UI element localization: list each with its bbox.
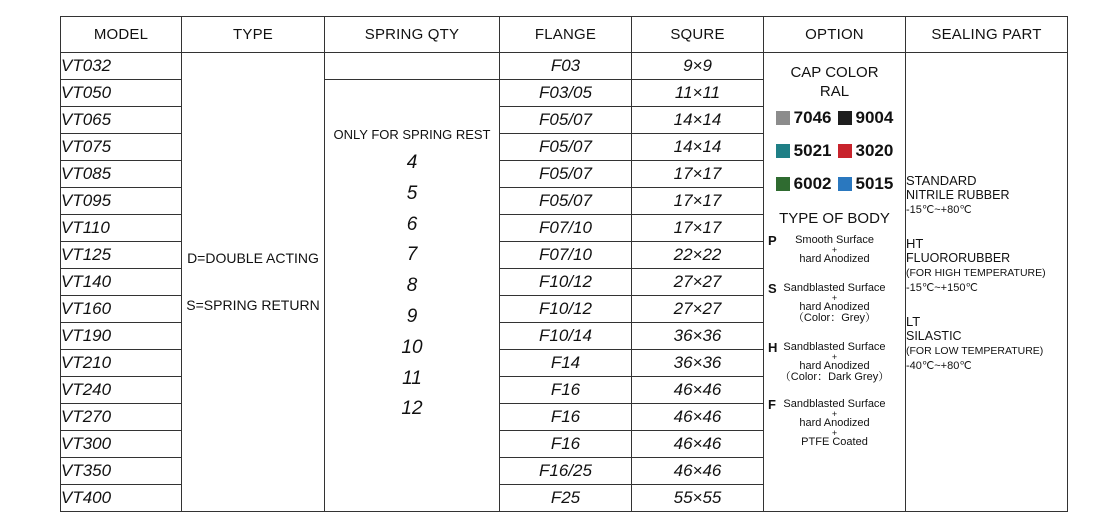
color-code: 9004 [855, 107, 894, 127]
spring-qty-value: 9 [406, 305, 418, 327]
model-cell: VT240 [61, 377, 182, 404]
header-model: MODEL [61, 17, 182, 53]
flange-cell: F10/14 [500, 323, 632, 350]
model-cell: VT190 [61, 323, 182, 350]
square-cell: 17×17 [632, 188, 764, 215]
color-swatch-9004 [838, 111, 852, 125]
flange-cell: F16 [500, 377, 632, 404]
color-row [764, 134, 905, 167]
body-code: P [768, 233, 777, 248]
body-code: H [768, 340, 778, 355]
color-code: 7046 [793, 107, 832, 127]
body-type-s [764, 283, 905, 324]
model-cell: VT050 [61, 80, 182, 107]
seal-note: (FOR HIGH TEMPERATURE) [906, 267, 1046, 279]
square-cell: 27×27 [632, 269, 764, 296]
square-cell: 46×46 [632, 377, 764, 404]
header-flange: FLANGE [500, 17, 632, 53]
square-cell: 17×17 [632, 161, 764, 188]
header-option: OPTION [764, 17, 906, 53]
seal-temperature: -15℃~+80℃ [906, 204, 972, 216]
body-type-f [764, 399, 905, 448]
color-row [764, 101, 905, 134]
header-square: SQURE [632, 17, 764, 53]
seal-code: HT [906, 236, 924, 251]
flange-cell: F05/07 [500, 161, 632, 188]
spring-qty-value: 10 [401, 336, 423, 358]
model-cell: VT125 [61, 242, 182, 269]
seal-material: SILASTIC [906, 329, 962, 343]
flange-cell: F10/12 [500, 296, 632, 323]
spring-qty-heading: ONLY FOR SPRING REST [333, 127, 491, 142]
type-of-body-title: TYPE OF BODY [779, 210, 890, 227]
flange-cell: F03 [500, 53, 632, 80]
flange-cell: F16 [500, 404, 632, 431]
spring-qty-value: 8 [406, 275, 418, 297]
square-cell: 46×46 [632, 431, 764, 458]
body-code: S [768, 281, 777, 296]
body-plus: + [831, 293, 838, 303]
square-cell: 55×55 [632, 485, 764, 512]
square-cell: 17×17 [632, 215, 764, 242]
flange-cell: F25 [500, 485, 632, 512]
spring-qty-cell [325, 80, 500, 512]
model-cell: VT300 [61, 431, 182, 458]
model-cell: VT032 [61, 53, 182, 80]
model-cell: VT065 [61, 107, 182, 134]
color-code: 5015 [855, 173, 894, 193]
type-double-acting: D=DOUBLE ACTING [187, 250, 319, 266]
color-swatch-5015 [838, 177, 852, 191]
flange-cell: F07/10 [500, 215, 632, 242]
square-cell: 11×11 [632, 80, 764, 107]
sealing-part-cell [906, 53, 1068, 512]
color-code: 5021 [793, 140, 832, 160]
model-cell: VT210 [61, 350, 182, 377]
body-plus: + [831, 409, 838, 419]
ral-title: RAL [819, 83, 850, 100]
body-line: Smooth Surface [795, 234, 874, 246]
seal-note: (FOR LOW TEMPERATURE) [906, 345, 1044, 357]
square-cell: 36×36 [632, 350, 764, 377]
actuator-spec-table [60, 16, 1068, 512]
option-cell [764, 53, 906, 512]
seal-ht [906, 236, 1067, 296]
body-code: F [768, 397, 776, 412]
flange-cell: F14 [500, 350, 632, 377]
body-line: hard Anodized [799, 360, 870, 372]
model-cell: VT350 [61, 458, 182, 485]
flange-cell: F07/10 [500, 242, 632, 269]
seal-material: NITRILE RUBBER [906, 188, 1010, 202]
color-swatch-7046 [776, 111, 790, 125]
spring-qty-value: 11 [402, 367, 422, 389]
spring-qty-value: 6 [406, 213, 418, 235]
model-cell: VT085 [61, 161, 182, 188]
body-line: PTFE Coated [801, 436, 868, 448]
type-spring-return: S=SPRING RETURN [186, 297, 320, 313]
color-swatch-3020 [838, 144, 852, 158]
model-cell: VT110 [61, 215, 182, 242]
model-cell: VT095 [61, 188, 182, 215]
spring-qty-value: 12 [401, 398, 423, 420]
square-cell: 22×22 [632, 242, 764, 269]
body-line: （Color：Grey） [792, 312, 877, 324]
flange-cell: F05/07 [500, 107, 632, 134]
square-cell: 14×14 [632, 134, 764, 161]
square-cell: 36×36 [632, 323, 764, 350]
spring-qty-empty-cell [325, 53, 500, 80]
seal-temperature: -15℃~+150℃ [906, 282, 978, 294]
square-cell: 27×27 [632, 296, 764, 323]
body-line: Sandblasted Surface [783, 398, 886, 410]
model-cell: VT400 [61, 485, 182, 512]
body-line: Sandblasted Surface [783, 341, 886, 353]
square-cell: 9×9 [632, 53, 764, 80]
header-sealing-part: SEALING PART [906, 17, 1068, 53]
header-spring-qty: SPRING QTY [325, 17, 500, 53]
color-swatch-6002 [776, 177, 790, 191]
body-plus: + [831, 352, 838, 362]
body-type-h [764, 342, 905, 383]
spring-qty-value: 4 [406, 152, 418, 173]
body-line: hard Anodized [799, 253, 870, 265]
table-row [61, 53, 1068, 80]
body-line: （Color：Dark Grey） [779, 371, 890, 383]
seal-code: STANDARD [906, 173, 977, 188]
flange-cell: F03/05 [500, 80, 632, 107]
model-cell: VT270 [61, 404, 182, 431]
spring-qty-list [325, 148, 499, 425]
model-cell: VT075 [61, 134, 182, 161]
header-row [61, 17, 1068, 53]
flange-cell: F05/07 [500, 134, 632, 161]
type-cell [182, 53, 325, 512]
color-code: 6002 [793, 173, 832, 193]
seal-standard [906, 173, 1067, 218]
header-type: TYPE [182, 17, 325, 53]
spring-qty-value: 5 [406, 182, 418, 204]
spring-qty-value: 7 [406, 244, 418, 266]
flange-cell: F05/07 [500, 188, 632, 215]
body-line: Sandblasted Surface [783, 282, 886, 294]
flange-cell: F16 [500, 431, 632, 458]
seal-temperature: -40℃~+80℃ [906, 360, 972, 372]
seal-material: FLUORORUBBER [906, 251, 1011, 265]
body-line: hard Anodized [799, 301, 870, 313]
square-cell: 46×46 [632, 404, 764, 431]
model-cell: VT140 [61, 269, 182, 296]
cap-color-title: CAP COLOR [790, 64, 879, 81]
color-code: 3020 [855, 140, 894, 160]
model-cell: VT160 [61, 296, 182, 323]
body-plus: + [831, 428, 838, 438]
square-cell: 46×46 [632, 458, 764, 485]
seal-lt [906, 314, 1067, 374]
flange-cell: F10/12 [500, 269, 632, 296]
color-swatch-5021 [776, 144, 790, 158]
body-line: hard Anodized [799, 417, 870, 429]
color-row [764, 167, 905, 200]
square-cell: 14×14 [632, 107, 764, 134]
body-plus: + [831, 245, 838, 255]
seal-code: LT [906, 314, 921, 329]
flange-cell: F16/25 [500, 458, 632, 485]
body-type-p [764, 235, 905, 265]
